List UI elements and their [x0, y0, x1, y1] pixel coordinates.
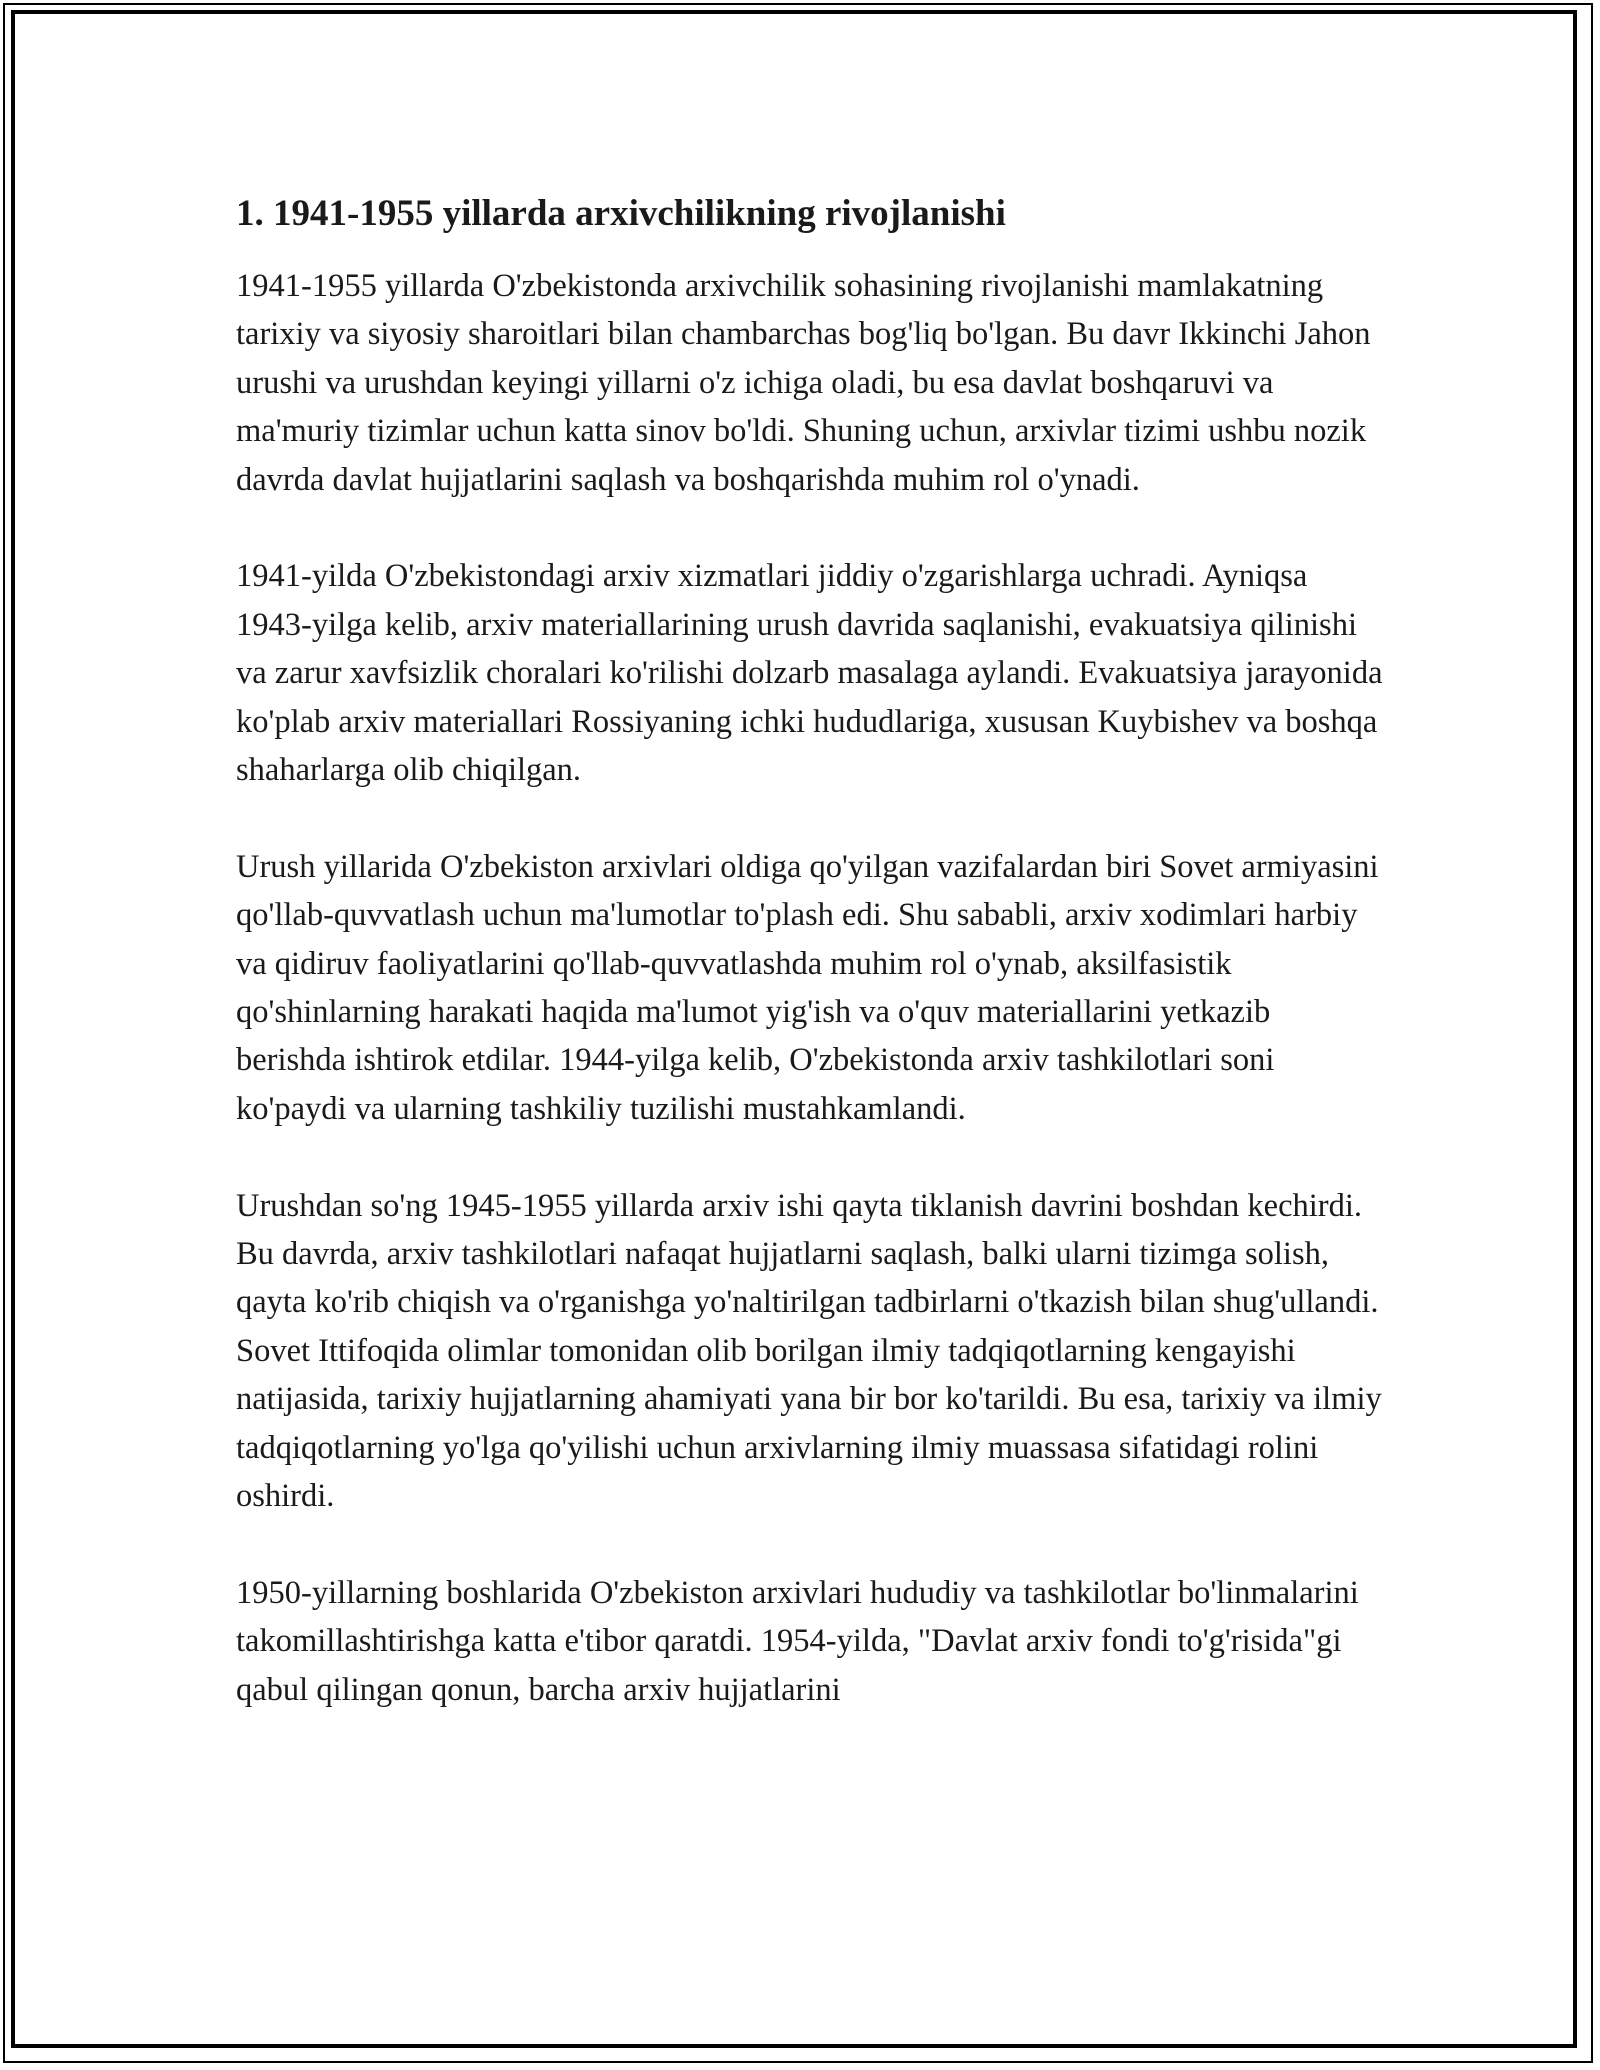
document-body [236, 186, 1386, 1714]
paragraph-2: 1941-yilda O'zbekistondagi arxiv xizmatlari jiddiy o'zgarishlarga uchradi. Ayniqsa 1943-yilga kelib, arxiv materiallarining urush davrida saqlanishi, evakuatsiya qilinishi va zarur xavfsizlik choralari ko'rilishi dolzarb masalaga aylandi. Evakuatsiya jarayonida ko'plab arxiv materiallari Rossiyaning ichki hududlariga, xususan Kuybishev va boshqa shaharlarga olib chiqilgan. [236, 558, 1383, 789]
section-heading: 1. 1941-1955 yillarda arxivchilikning rivojlanishi [236, 193, 1006, 234]
paragraph-3: Urush yillarida O'zbekiston arxivlari oldiga qo'yilgan vazifalardan biri Sovet armiyasini qo'llab-quvvatlash uchun ma'lumotlar to'plash edi. Shu sababli, arxiv xodimlari harbiy va qidiruv faoliyatlarini qo'llab-quvvatlashda muhim rol o'ynab, aksilfasistik qo'shinlarning harakati haqida ma'lumot yig'ish va o'quv materiallarini yetkazib berishda ishtirok etdilar. 1944-yilga kelib, O'zbekistonda arxiv tashkilotlari soni ko'paydi va ularning tashkiliy tuzilishi mustahkamlandi. [236, 848, 1379, 1127]
paragraph-5: 1950-yillarning boshlarida O'zbekiston arxivlari hududiy va tashkilotlar bo'linmalarini takomillashtirishga katta e'tibor qaratdi. 1954-yilda, "Davlat arxiv fondi to'g'risida"gi qabul qilingan qonun, barcha arxiv hujjatlarini [236, 1574, 1359, 1708]
paragraph-1: 1941-1955 yillarda O'zbekistonda arxivchilik sohasining rivojlanishi mamlakatning tarixiy va siyosiy sharoitlari bilan chambarchas bog'liq bo'lgan. Bu davr Ikkinchi Jahon urushi va urushdan keyingi yillarni o'z ichiga oladi, bu esa davlat boshqaruvi va ma'muriy tizimlar uchun katta sinov bo'ldi. Shuning uchun, arxivlar tizimi ushbu nozik davrda davlat hujjatlarini saqlash va boshqarishda muhim rol o'ynadi. [236, 268, 1371, 498]
paragraph-4: Urushdan so'ng 1945-1955 yillarda arxiv ishi qayta tiklanish davrini boshdan kechirdi. Bu davrda, arxiv tashkilotlari nafaqat hujjatlarni saqlash, balki ularni tizimga solish, qayta ko'rib chiqish va o'rganishga yo'naltirilgan tadbirlarni o'tkazish bilan shug'ullandi. Sovet Ittifoqida olimlar tomonidan olib borilgan ilmiy tadqiqotlarning kengayishi natijasida, tarixiy hujjatlarning ahamiyati yana bir bor ko'tarildi. Bu esa, tarixiy va ilmiy tadqiqotlarning yo'lga qo'yilishi uchun arxivlarning ilmiy muassasa sifatidagi rolini oshirdi. [236, 1187, 1382, 1515]
